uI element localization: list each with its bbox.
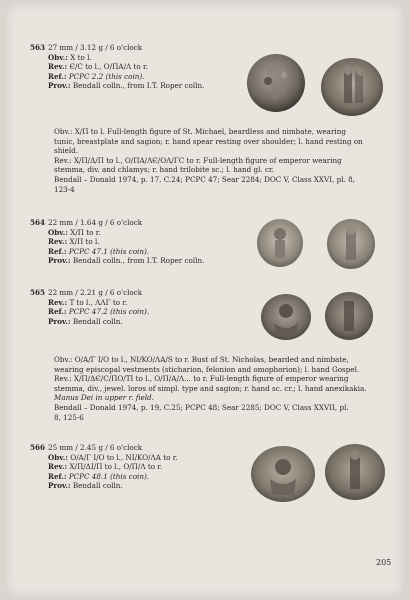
desc-line: 8, 125-6	[54, 412, 84, 422]
coin-566-obverse-image	[250, 445, 316, 503]
coin-563-obverse-image	[246, 53, 306, 113]
entry-header: 22 mm / 1.64 g / 6 o'clock	[48, 218, 143, 227]
coin-564-reverse-image	[326, 218, 376, 270]
obv-text: O/A/Γ I/O to l., NI/KO/ΛA to r.	[70, 452, 178, 462]
obv-label: Obv.:	[48, 452, 68, 462]
entry-number: 563	[30, 43, 46, 52]
prov-text: Bendall colln., from I.T. Roper colln.	[72, 256, 205, 266]
desc-line: Bendall – Donald 1974, p. 19, C.25; PCPC 48; Sear 2285; DOC V, Class XXVII, pl.	[54, 402, 349, 412]
ref-label: Ref.:	[48, 246, 67, 256]
ref-text: PCPC 47.1 (this coin).	[68, 246, 150, 256]
coin-564-obverse-image	[256, 218, 304, 268]
obv-text: X to l.	[70, 52, 92, 62]
ref-label: Ref.:	[48, 71, 67, 81]
ref-label: Ref.:	[48, 307, 67, 317]
entry-header: 27 mm / 3.12 g / 6 o'clock	[48, 43, 143, 52]
rev-label: Rev.:	[48, 297, 68, 307]
page-number: 205	[376, 558, 392, 567]
rev-text: X/Π to l.	[69, 237, 100, 247]
entry-header: 22 mm / 2.21 g / 6 o'clock	[48, 288, 143, 297]
prov-text: Bendall colln.	[72, 481, 123, 491]
obv-label: Obv.:	[48, 52, 68, 62]
obv-text: X/Π to r.	[70, 227, 101, 237]
ref-text: PCPC 2.2 (this coin).	[68, 71, 145, 81]
desc-line: Obv.: X/Π to l. Full-length figure of St. Michael, beardless and nimbate, wearing	[54, 127, 346, 136]
rev-label: Rev.:	[48, 462, 68, 472]
desc-line: stemma, div. and chlamys; r. hand trilobite sc.; l. hand gl. cr.	[54, 165, 274, 175]
prov-label: Prov.:	[48, 81, 71, 91]
ref-label: Ref.:	[48, 471, 67, 481]
prov-text: Bendall colln., from I.T. Roper colln.	[72, 81, 205, 91]
obv-label: Obv.:	[48, 227, 68, 237]
desc-line: wearing episcopal vestments (sticharion, felonion and omophorion); l. hand Gospel.	[54, 364, 360, 374]
rev-label: Rev.:	[48, 62, 68, 72]
book-page	[6, 3, 404, 597]
prov-label: Prov.:	[48, 481, 71, 491]
desc-line: Rev.: X/Π/ΔЄ/C/ΠO/TI to l., O/Π/A/Λ... to r. Full-length figure of emperor wearing	[54, 374, 349, 384]
desc-line: Rev.: X/Π/Δ/Π to l., O/ΠA/ΛЄ/OΛ/ΓC to r. Full-length figure of emperor wearing	[54, 155, 342, 165]
desc-line: tunic, breastplate and sagion; r. hand spear resting over shoulder; l. hand resting on	[54, 136, 363, 146]
ref-text: PCPC 48.1 (this coin).	[68, 471, 150, 481]
entry-number: 565	[30, 288, 46, 297]
coin-565-reverse-image	[324, 291, 374, 341]
coin-565-obverse-image	[260, 293, 312, 341]
entry-number: 566	[30, 443, 46, 452]
prov-text: Bendall colln.	[72, 316, 123, 326]
coin-563-reverse-image	[320, 57, 384, 117]
entry-number: 564	[30, 218, 46, 227]
desc-line: Manus Dei in upper r. field.	[54, 393, 154, 403]
desc-line: shield.	[54, 146, 79, 156]
rev-text: T to l., ΛΛΓ to r.	[69, 297, 128, 307]
desc-line: stemma, div., jewel. loros of simpl. type and sagion; r. hand sc. cr.; l. hand anexikakia.	[54, 383, 367, 393]
description-563	[54, 127, 374, 194]
prov-label: Prov.:	[48, 256, 71, 266]
prov-label: Prov.:	[48, 316, 71, 326]
desc-line: Bendall – Donald 1974, p. 17, C.24; PCPC 47; Sear 2284; DOC V, Class XXVI, pl. 8,	[54, 174, 355, 184]
rev-text: Є/C to l., O/ΠA/Λ to r.	[69, 62, 148, 72]
coin-566-reverse-image	[324, 443, 386, 501]
ref-text: PCPC 47.2 (this coin).	[68, 307, 150, 317]
entry-header: 25 mm / 2.45 g / 6 o'clock	[48, 443, 143, 452]
description-565	[54, 355, 374, 422]
desc-line: 123-4	[54, 184, 75, 194]
rev-text: X/Π/ΔΙ/Π to l., O/Π/Λ to r.	[69, 462, 163, 472]
rev-label: Rev.:	[48, 237, 68, 247]
desc-line: Obv.: O/A/Γ I/O to l., NI/KO/ΛA/S to r. Bust of St. Nicholas, bearded and nimbate,	[54, 355, 349, 364]
